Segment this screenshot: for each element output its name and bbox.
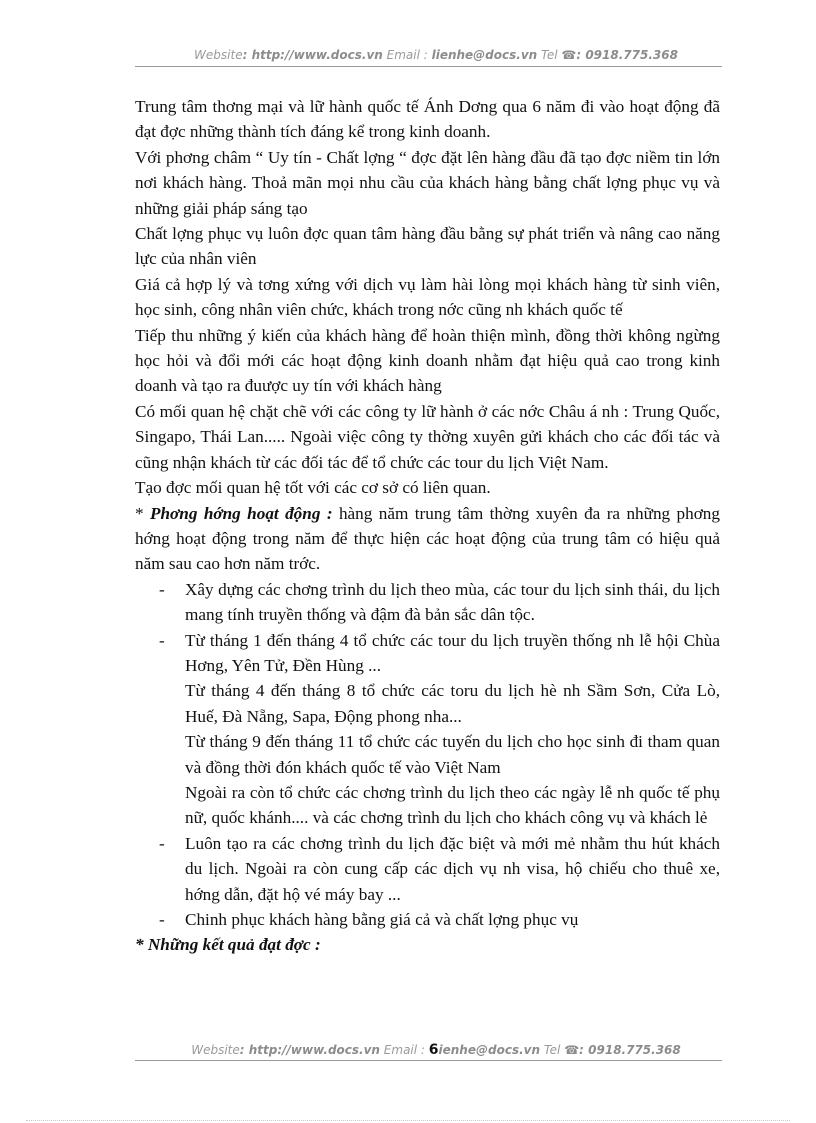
- footer-tel-label: Tel: [540, 1043, 565, 1057]
- header-email-label: Email :: [382, 48, 432, 62]
- document-body: [135, 94, 720, 958]
- list-continuation: Từ tháng 9 đến tháng 11 tổ chức các tuyến du lịch cho học sinh đi tham quan và đồng thời đón khách quốc tế vào Việt Nam: [185, 732, 720, 777]
- results-heading: * Những kết quả đạt đợc :: [135, 935, 321, 955]
- page-break-line: [26, 1120, 790, 1121]
- list-dash: -: [159, 579, 165, 599]
- direction-lead: *: [135, 503, 150, 523]
- header-tel: ☎: 0918.775.368: [561, 48, 678, 62]
- list-item-text: Chinh phục khách hàng bằng giá cả và chất lợng phục vụ: [185, 910, 579, 929]
- list-continuation: Ngoài ra còn tổ chức các chơng trình du lịch theo các ngày lễ nh quốc tế phụ nữ, quốc khánh.... và các chơng trình du lịch cho khách công vụ và khách lẻ: [185, 782, 720, 828]
- list-item: [135, 577, 720, 628]
- footer-website: : http://www.docs.vn: [239, 1043, 380, 1057]
- list-item-text: Xây dựng các chơng trình du lịch theo mùa, các tour du lịch sinh thái, du lịch mang tính truyền thống và đậm đà bản sắc dân tộc.: [185, 579, 720, 625]
- page-footer: [150, 1042, 722, 1058]
- list-continuation: Từ tháng 4 đến tháng 8 tổ chức các toru du lịch hè nh Sầm Sơn, Cửa Lò, Huế, Đà Nẵng, Sapa, Động phong nha...: [185, 681, 720, 726]
- paragraph-partners: Có mối quan hệ chặt chẽ với các công ty lữ hành ở các nớc Châu á nh : Trung Quốc, Singapo, Thái Lan..... Ngoài việc công ty thờng xuyên gửi khách cho các đối tác và cũng nhận khách từ các đối tác để tổ chức các tour du lịch Việt Nam.: [135, 401, 720, 472]
- footer-website-label: Website: [191, 1043, 240, 1057]
- header-website-label: Website: [194, 48, 243, 62]
- paragraph-direction: [135, 501, 720, 577]
- paragraph-relations: Tạo đợc mối quan hệ tốt với các cơ sở có liên quan.: [135, 478, 491, 498]
- list-item-text: Từ tháng 1 đến tháng 4 tổ chức các tour du lịch truyền thống nh lễ hội Chùa Hơng, Yên Tử, Đền Hùng ...: [185, 630, 720, 675]
- footer-rule: [135, 1060, 722, 1061]
- paragraph-intro: Trung tâm thơng mại và lữ hành quốc tế Ánh Dơng qua 6 năm đi vào hoạt động đã đạt đợc những thành tích đáng kể trong kinh doanh.: [135, 97, 720, 142]
- header-website: : http://www.docs.vn: [242, 48, 383, 62]
- list-item: [135, 907, 720, 932]
- header-email: lienhe@docs.vn: [431, 48, 538, 62]
- list-dash: -: [159, 630, 165, 650]
- paragraph-feedback: Tiếp thu những ý kiến của khách hàng để hoàn thiện mình, đồng thời không ngừng học hỏi và đổi mới các hoạt động kinh doanh nhằm đạt hiệu quả cao trong kinh doanh và tạo ra đuược uy tín với khách hàng: [135, 325, 720, 396]
- list-item-text: Luôn tạo ra các chơng trình du lịch đặc biệt và mới mẻ nhằm thu hút khách du lịch. Ngoài ra còn cung cấp các dịch vụ nh visa, hộ chiếu cho thuê xe, hớng dẫn, đặt hộ vé máy bay ...: [185, 833, 720, 904]
- footer-tel: ☎: 0918.775.368: [564, 1043, 681, 1057]
- paragraph-quality: Chất lợng phục vụ luôn đợc quan tâm hàng đầu bằng sự phát triển và nâng cao năng lực của nhân viên: [135, 224, 720, 269]
- list-dash: -: [159, 833, 165, 853]
- footer-email-label: Email :: [379, 1043, 429, 1057]
- paragraph-price: Giá cả hợp lý và tơng xứng với dịch vụ làm hài lòng mọi khách hàng từ sinh viên, học sinh, công nhân viên chức, khách trong nớc cũng nh khách quốc tế: [135, 274, 720, 320]
- direction-text: hàng năm trung tâm thờng xuyên đa ra những phơng hớng hoạt động trong năm để thực hiện các hoạt động của trung tâm có hiệu quả năm sau cao hơn năm trớc.: [135, 503, 720, 574]
- page-header: [150, 48, 722, 62]
- footer-email: ienhe@docs.vn: [438, 1043, 541, 1057]
- paragraph-motto: Với phơng châm “ Uy tín - Chất lợng “ đợc đặt lên hàng đầu đã tạo đợc niềm tin lớn nơi khách hàng. Thoả mãn mọi nhu cầu của khách hàng bằng chất lợng phục vụ và những giải pháp sáng tạo: [135, 147, 720, 218]
- page-number: 6: [428, 1042, 439, 1058]
- list-item: [135, 831, 720, 907]
- header-rule: [135, 66, 722, 67]
- header-tel-label: Tel: [537, 48, 562, 62]
- list-item: [135, 628, 720, 679]
- list-dash: -: [159, 910, 165, 929]
- direction-heading: Phơng hớng hoạt động :: [150, 503, 333, 523]
